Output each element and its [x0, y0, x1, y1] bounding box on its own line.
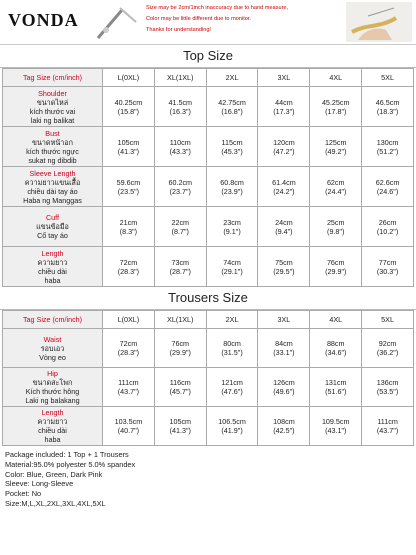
pocket-info: Pocket: No	[5, 489, 42, 499]
measurement-cell	[258, 87, 310, 127]
value-inch: (29.9")	[325, 266, 347, 276]
value-inch: (47.2")	[273, 146, 295, 156]
package-info: Package included: 1 Top + 1 Trousers	[5, 450, 129, 459]
label-translation: kích thước ngực	[26, 146, 79, 156]
top-size-table	[2, 68, 414, 287]
label-translation: Kích thước hông	[25, 387, 80, 396]
value-inch: (33.1")	[273, 348, 295, 357]
measurement-cell	[362, 167, 414, 207]
value-cm: 45.25cm	[321, 97, 350, 107]
measurement-cell	[362, 87, 414, 127]
measurement-cell	[154, 167, 206, 207]
value-cm: 88cm	[326, 339, 345, 348]
note-line: Thanks for understanding!	[146, 27, 211, 33]
value-cm: 60.2cm	[168, 177, 193, 187]
value-cm: 44cm	[275, 97, 293, 107]
label-translation: ความยาว	[37, 257, 68, 267]
value-inch: (17.3")	[273, 106, 295, 116]
measurement-cell	[310, 407, 362, 446]
value-inch: (53.5")	[376, 387, 399, 396]
value-inch: (8.3")	[119, 226, 138, 236]
value-inch: (36.2")	[376, 348, 399, 357]
label-translation: Haba ng Manggas	[23, 195, 82, 205]
value-cm: 46.5cm	[375, 97, 400, 107]
value-cm: 130cm	[376, 137, 399, 147]
value-cm: 106.5cm	[218, 417, 246, 426]
label-translation: sukat ng dibdib	[28, 155, 77, 165]
measurement-label	[3, 167, 103, 207]
value-cm: 23cm	[223, 217, 241, 227]
value-inch: (15.8")	[117, 106, 140, 116]
value-cm: 136cm	[376, 378, 399, 387]
value-cm: 108cm	[273, 417, 295, 426]
measurement-cell	[362, 368, 414, 407]
value-inch: (43.7")	[376, 426, 399, 435]
measuring-hand-illustration	[346, 2, 412, 42]
value-cm: 21cm	[119, 217, 138, 227]
measuring-tape-icon	[96, 4, 140, 40]
value-cm: 115cm	[221, 137, 243, 147]
size-column-header: 4XL	[310, 69, 362, 87]
value-cm: 131cm	[324, 378, 347, 387]
value-inch: (28.3")	[117, 266, 140, 276]
size-column-header: L(0XL)	[103, 311, 155, 329]
value-cm: 126cm	[273, 378, 295, 387]
measurement-cell	[154, 368, 206, 407]
measurement-row	[3, 207, 414, 247]
value-inch: (24.4")	[325, 186, 347, 196]
value-cm: 74cm	[223, 257, 241, 267]
value-inch: (24.6")	[376, 186, 399, 196]
measurement-cell	[206, 247, 258, 287]
value-inch: (40.7")	[117, 426, 140, 435]
measurement-cell	[206, 207, 258, 247]
value-inch: (24.2")	[273, 186, 295, 196]
tag-size-label: Tag Size (cm/inch)	[3, 311, 103, 329]
size-column-header: 2XL	[206, 311, 258, 329]
value-cm: 109.5cm	[321, 417, 350, 426]
measurement-row	[3, 167, 414, 207]
value-inch: (16.8")	[221, 106, 243, 116]
value-inch: (10.2")	[376, 226, 399, 236]
size-column-header: 5XL	[362, 69, 414, 87]
measurement-cell	[310, 87, 362, 127]
value-cm: 22cm	[171, 217, 190, 227]
value-inch: (43.7")	[117, 387, 140, 396]
label-translation: ความยาว	[37, 417, 68, 426]
measurement-cell	[154, 207, 206, 247]
label-english: Cuff	[45, 213, 60, 222]
value-cm: 110cm	[169, 137, 191, 147]
value-inch: (43.3")	[169, 146, 191, 156]
label-translation: chiều dài	[38, 426, 67, 435]
value-inch: (23.7")	[169, 186, 191, 196]
value-cm: 84cm	[275, 339, 293, 348]
value-inch: (8.7")	[171, 226, 189, 236]
measurement-row	[3, 407, 414, 446]
measurement-cell	[103, 329, 155, 368]
size-column-header: XL(1XL)	[154, 311, 206, 329]
value-inch: (9.1")	[223, 226, 241, 236]
measurement-cell	[362, 329, 414, 368]
value-cm: 125cm	[324, 137, 347, 147]
value-cm: 60.8cm	[220, 177, 244, 187]
value-cm: 62cm	[326, 177, 345, 187]
value-inch: (29.1")	[221, 266, 243, 276]
label-translation: chiều dài	[38, 266, 67, 276]
measurement-row	[3, 87, 414, 127]
value-inch: (49.2")	[325, 146, 347, 156]
value-inch: (51.6")	[325, 387, 347, 396]
value-cm: 25cm	[326, 217, 345, 227]
label-english: Bust	[45, 128, 60, 138]
measurement-cell	[103, 407, 155, 446]
value-cm: 77cm	[378, 257, 397, 267]
value-cm: 76cm	[326, 257, 345, 267]
measurement-cell	[206, 87, 258, 127]
value-cm: 61.4cm	[272, 177, 296, 187]
value-cm: 80cm	[223, 339, 241, 348]
measurement-cell	[258, 368, 310, 407]
measurement-cell	[310, 127, 362, 167]
note-line: Size may be 2cm/1inch inaccuracy due to hand measure,	[146, 5, 289, 11]
measurement-cell	[310, 329, 362, 368]
value-inch: (9.4")	[275, 226, 293, 236]
value-inch: (29.5")	[273, 266, 295, 276]
measurement-cell	[206, 167, 258, 207]
size-column-header: 3XL	[258, 311, 310, 329]
measurement-label	[3, 368, 103, 407]
measurement-cell	[206, 127, 258, 167]
label-translation: Vòng eo	[39, 352, 66, 362]
measurement-cell	[103, 167, 155, 207]
measurement-cell	[103, 87, 155, 127]
label-translation: kích thước vai	[29, 106, 76, 116]
size-column-header: 2XL	[206, 69, 258, 87]
color-info: Color: Blue, Green, Dark Pink	[5, 469, 103, 479]
label-translation: haba	[44, 275, 61, 285]
value-inch: (17.8")	[325, 106, 347, 116]
value-cm: 111cm	[377, 417, 398, 426]
value-inch: (16.3")	[169, 106, 191, 116]
measurement-row	[3, 247, 414, 287]
measurement-label	[3, 407, 103, 446]
tag-size-label: Tag Size (cm/inch)	[3, 69, 103, 87]
measurement-cell	[310, 368, 362, 407]
label-english: Length	[41, 408, 64, 417]
size-header-row	[3, 311, 414, 329]
note-line: Color may be little different due to monitor.	[146, 16, 251, 22]
label-translation: ขนาดสะโพก	[32, 378, 73, 387]
measurement-cell	[154, 247, 206, 287]
trousers-size-table	[2, 310, 414, 446]
value-cm: 41.5cm	[168, 97, 193, 107]
measurement-cell	[362, 207, 414, 247]
size-column-header: XL(1XL)	[154, 69, 206, 87]
value-cm: 24cm	[275, 217, 293, 227]
value-inch: (23.9")	[221, 186, 243, 196]
measurement-label	[3, 127, 103, 167]
value-cm: 92cm	[378, 339, 397, 348]
measurement-cell	[258, 207, 310, 247]
label-english: Sleeve Length	[29, 168, 76, 178]
label-translation: chiều dài tay áo	[27, 186, 78, 196]
measurement-cell	[154, 87, 206, 127]
label-translation: haba	[44, 435, 61, 444]
measurement-label	[3, 329, 103, 368]
label-translation: Laki ng balakang	[25, 396, 80, 405]
value-inch: (47.6")	[221, 387, 243, 396]
value-cm: 116cm	[169, 378, 191, 387]
measurement-cell	[206, 329, 258, 368]
size-info: Size:M,L,XL,2XL,3XL,4XL,5XL	[5, 498, 106, 508]
label-translation: ความยาวแขนเสื้อ	[24, 177, 81, 187]
measurement-label	[3, 87, 103, 127]
value-inch: (45.3")	[221, 146, 243, 156]
label-english: Hip	[47, 369, 58, 378]
value-inch: (41.3")	[117, 146, 140, 156]
measurement-label	[3, 207, 103, 247]
value-cm: 40.25cm	[114, 97, 143, 107]
measurement-cell	[258, 167, 310, 207]
brand-logo: VONDA	[8, 10, 79, 30]
measurement-row	[3, 368, 414, 407]
measurement-cell	[154, 127, 206, 167]
value-inch: (28.7")	[169, 266, 191, 276]
measurement-cell	[258, 127, 310, 167]
measurement-row	[3, 329, 414, 368]
value-inch: (28.3")	[117, 348, 140, 357]
label-translation: laki ng balikat	[30, 115, 75, 125]
measurement-cell	[258, 407, 310, 446]
value-inch: (41.3")	[169, 426, 191, 435]
size-column-header: 4XL	[310, 311, 362, 329]
measurement-cell	[258, 329, 310, 368]
label-english: Length	[41, 248, 64, 258]
value-inch: (51.2")	[376, 146, 399, 156]
measurement-cell	[362, 247, 414, 287]
value-inch: (45.7")	[169, 387, 191, 396]
measurement-row	[3, 127, 414, 167]
label-translation: ขนาดหน้าอก	[32, 137, 73, 147]
value-cm: 72cm	[119, 257, 138, 267]
measurement-cell	[206, 407, 258, 446]
value-cm: 76cm	[171, 339, 190, 348]
value-inch: (9.8")	[327, 226, 345, 236]
measurement-cell	[362, 407, 414, 446]
value-inch: (31.5")	[221, 348, 243, 357]
label-translation: Cổ tay áo	[37, 231, 68, 240]
header	[0, 0, 416, 45]
value-cm: 105cm	[169, 417, 192, 426]
value-cm: 59.6cm	[116, 177, 141, 187]
measurement-cell	[258, 247, 310, 287]
measurement-cell	[362, 127, 414, 167]
value-inch: (34.6")	[325, 348, 347, 357]
measurement-cell	[103, 207, 155, 247]
measurement-cell	[154, 329, 206, 368]
size-header-row	[3, 69, 414, 87]
value-cm: 72cm	[119, 339, 138, 348]
value-cm: 105cm	[117, 137, 140, 147]
label-translation: ขนาดไหล่	[36, 97, 69, 107]
size-column-header: 3XL	[258, 69, 310, 87]
value-cm: 103.5cm	[114, 417, 143, 426]
value-cm: 111cm	[118, 378, 139, 387]
measurement-label	[3, 247, 103, 287]
top-size-title: Top Size	[0, 45, 416, 68]
value-inch: (41.9")	[221, 426, 243, 435]
value-cm: 121cm	[221, 378, 243, 387]
value-inch: (43.1")	[325, 426, 347, 435]
value-inch: (29.9")	[169, 348, 191, 357]
label-translation: รอบเอว	[40, 343, 65, 353]
value-inch: (42.5")	[273, 426, 295, 435]
measurement-cell	[310, 167, 362, 207]
measurement-cell	[103, 127, 155, 167]
value-inch: (49.6")	[273, 387, 295, 396]
value-cm: 120cm	[273, 137, 295, 147]
value-inch: (23.5")	[117, 186, 140, 196]
measurement-notes	[146, 3, 336, 36]
product-info	[0, 446, 416, 509]
size-column-header: L(0XL)	[103, 69, 155, 87]
trousers-size-title: Trousers Size	[0, 287, 416, 310]
size-column-header: 5XL	[362, 311, 414, 329]
value-cm: 26cm	[378, 217, 397, 227]
measurement-cell	[154, 407, 206, 446]
measurement-cell	[310, 247, 362, 287]
value-inch: (18.3")	[376, 106, 399, 116]
value-cm: 42.75cm	[218, 97, 246, 107]
label-english: Shoulder	[38, 88, 67, 98]
measurement-cell	[206, 368, 258, 407]
measurement-cell	[310, 207, 362, 247]
label-translation: แขนข้อมือ	[36, 222, 69, 231]
value-cm: 75cm	[275, 257, 293, 267]
sleeve-info: Sleeve: Long-Sleeve	[5, 479, 74, 489]
measurement-cell	[103, 368, 155, 407]
value-cm: 62.6cm	[375, 177, 400, 187]
value-cm: 73cm	[171, 257, 190, 267]
label-english: Waist	[43, 334, 62, 344]
measurement-cell	[103, 247, 155, 287]
material-info: Material:95.0% polyester 5.0% spandex	[5, 459, 136, 469]
value-inch: (30.3")	[376, 266, 399, 276]
